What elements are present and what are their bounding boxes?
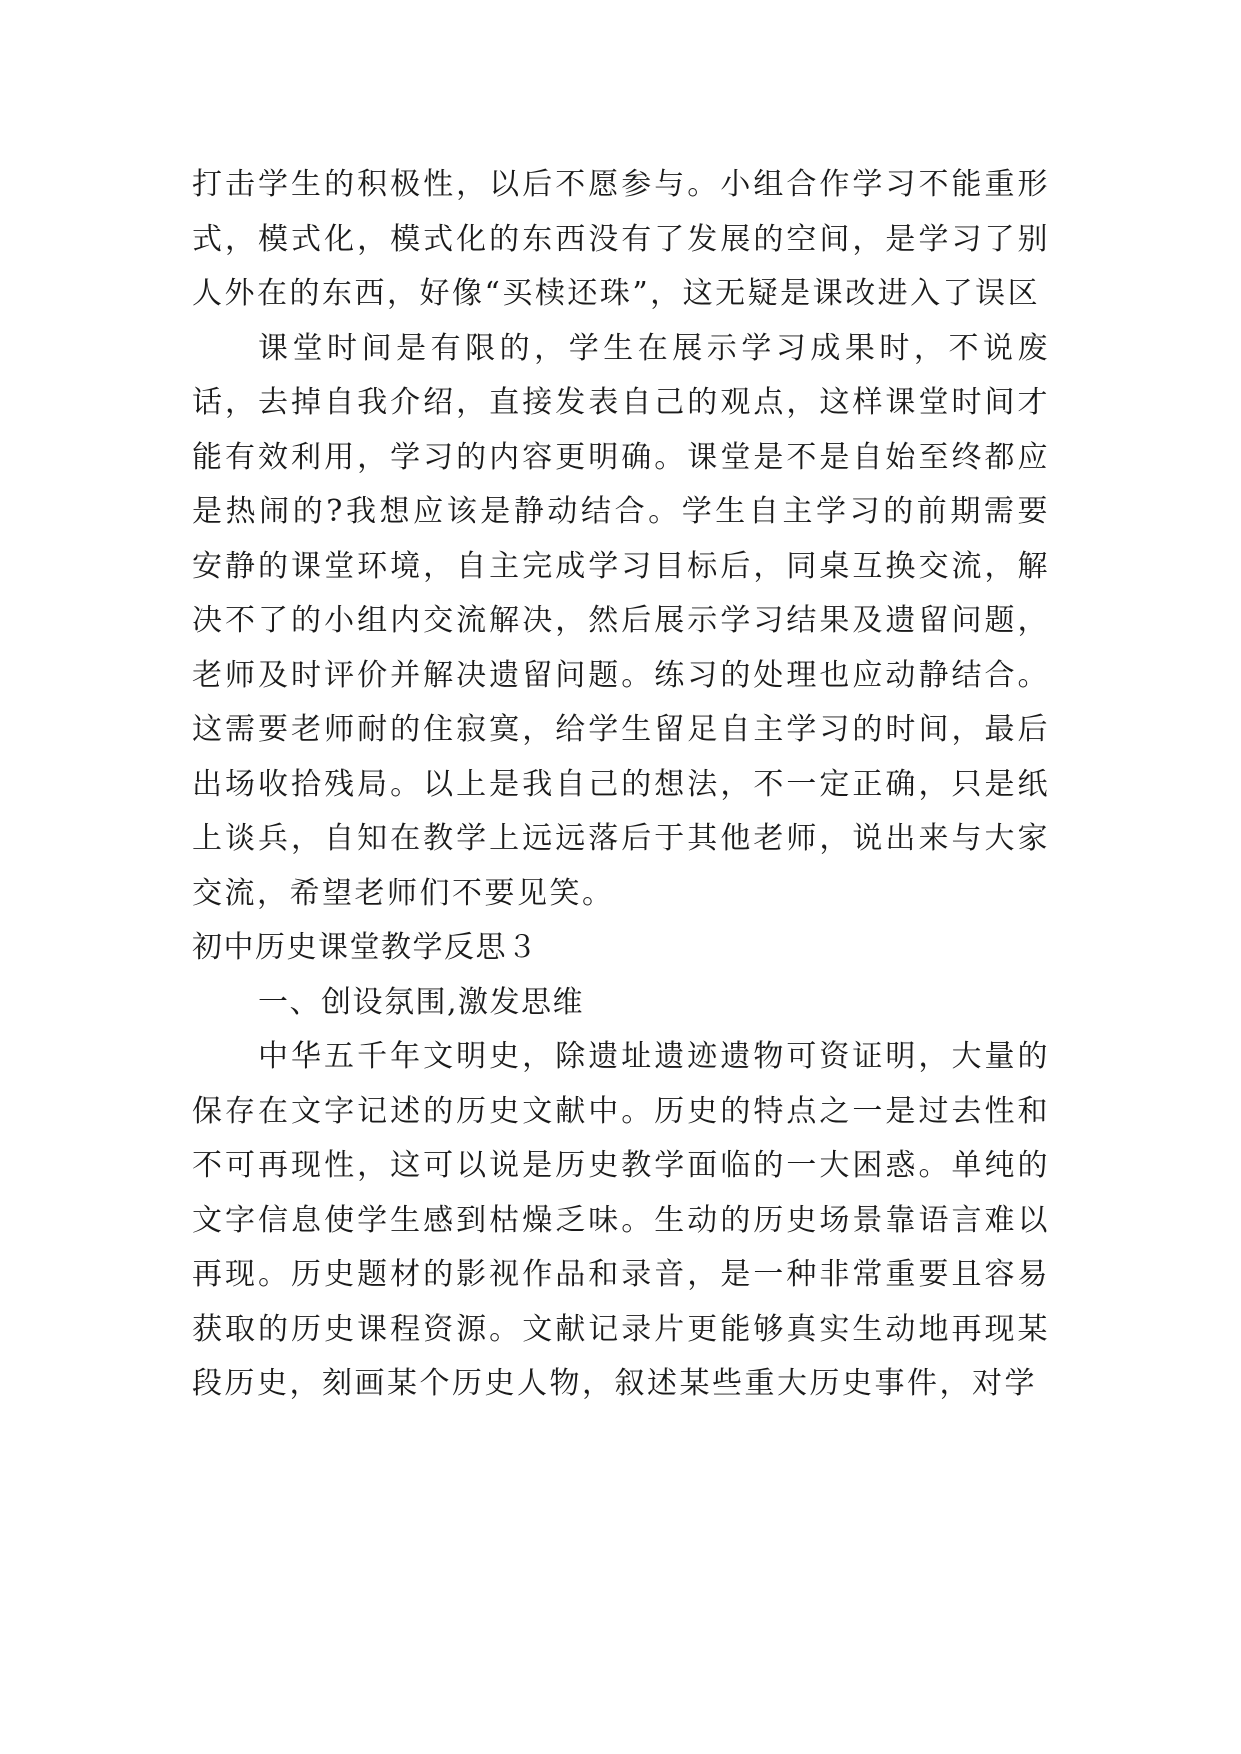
subsection-title: 一、创设氛围,激发思维: [258, 984, 585, 1020]
section-title: 初中历史课堂教学反思３: [192, 930, 539, 965]
paragraph-classroom-time: 课堂时间是有限的，学生在展示学习成果时，不说废话，去掉自我介绍，直接发表自己的观点，这样课堂时间才能有效利用，学习的内容更明确。课堂是不是自始至终都应是热闹的?我想应该是静动结合。学生自主学习的前期需要安静的课堂环境，自主完成学习目标后，同桌互换交流，解决不了的小组内交流解决，然后展示学习结果及遗留问题，老师及时评价并解决遗留问题。练习的处理也应动静结合。这需要老师耐的住寂寞，给学生留足自主学习的时间，最后出场收拾残局。以上是我自己的想法，不一定正确，只是纸上谈兵，自知在教学上远远落后于其他老师，说出来与大家交流，希望老师们不要见笑。: [192, 330, 1050, 911]
paragraph-continuation: 打击学生的积极性，以后不愿参与。小组合作学习不能重形式，模式化，模式化的东西没有了发展的空间，是学习了别人外在的东西，好像“买椟还珠”，这无疑是课改进入了误区: [192, 167, 1050, 311]
document-body: [192, 158, 1050, 1412]
paragraph-history-intro: 中华五千年文明史，除遗址遗迹遗物可资证明，大量的保存在文字记述的历史文献中。历史的特点之一是过去性和不可再现性，这可以说是历史教学面临的一大困惑。单纯的文字信息使学生感到枯燥乏味。生动的历史场景靠语言难以再现。历史题材的影视作品和录音，是一种非常重要且容易获取的历史课程资源。文献记录片更能够真实生动地再现某段历史，刻画某个历史人物，叙述某些重大历史事件，对学: [192, 1039, 1050, 1401]
